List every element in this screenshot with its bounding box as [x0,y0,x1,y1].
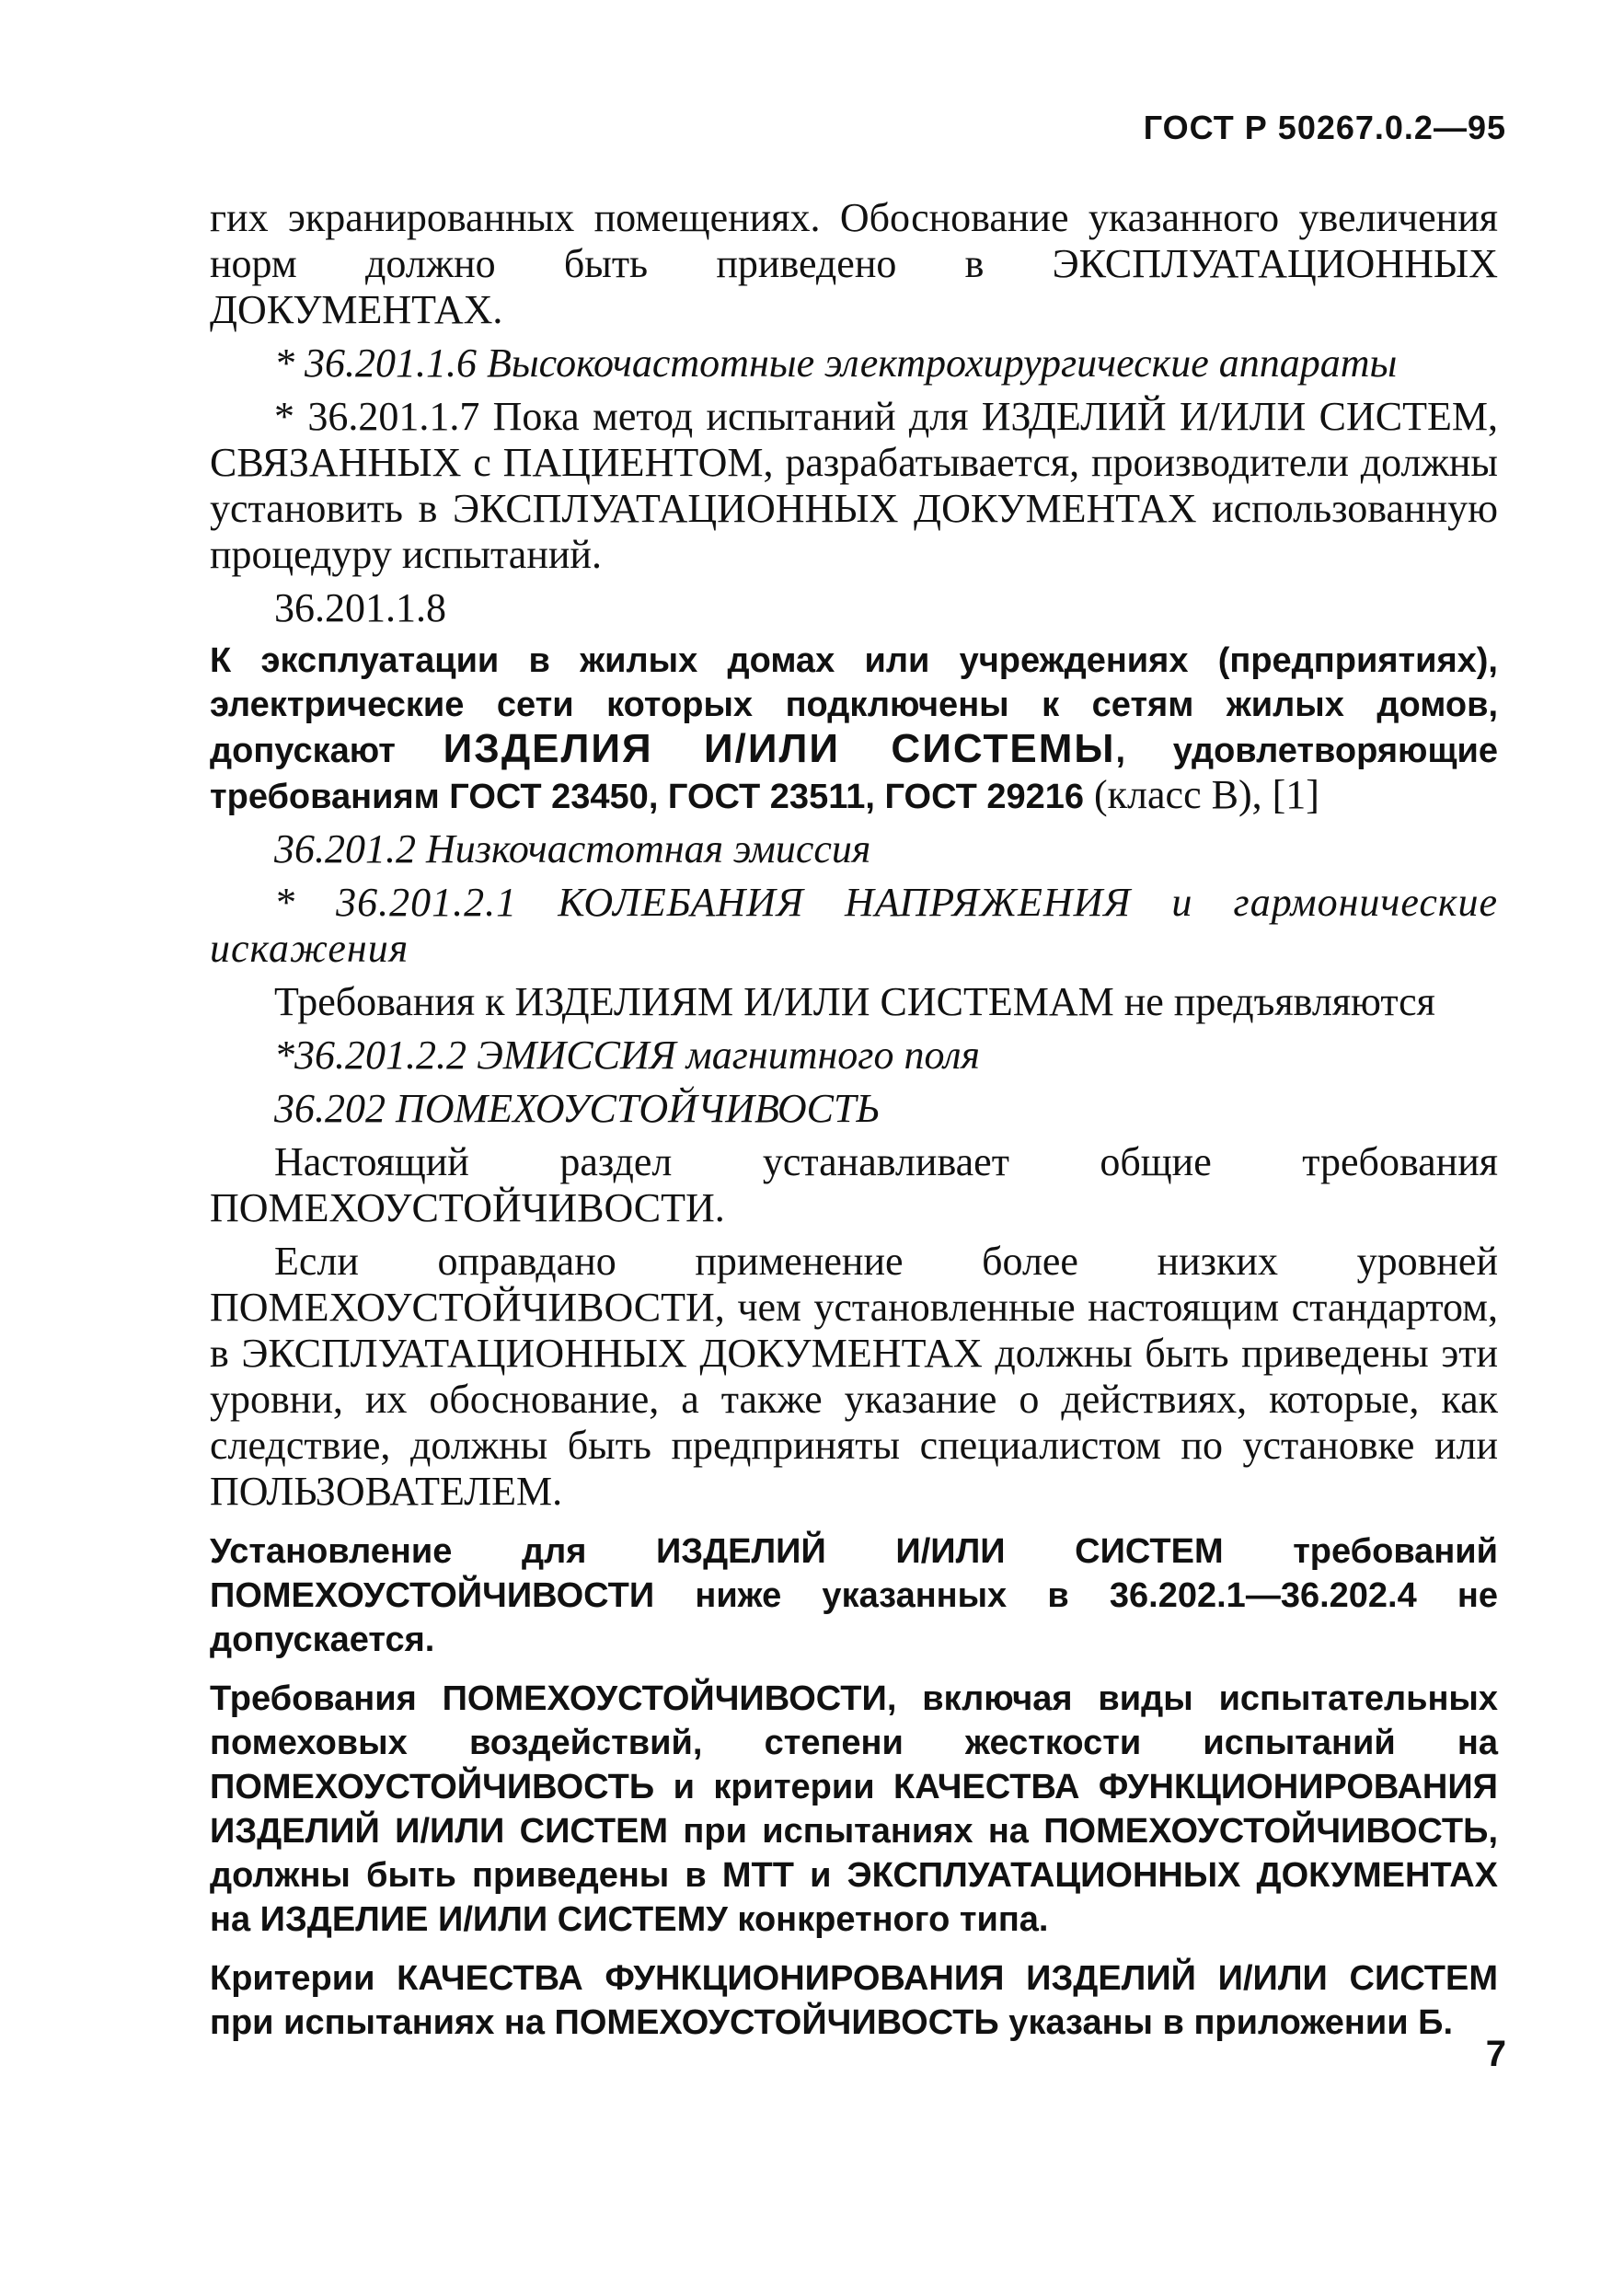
clause-36-201-1-7: * 36.201.1.7 Пока метод испытаний для ИЗДЕЛИЙ И/ИЛИ СИСТЕМ, СВЯЗАННЫХ с ПАЦИЕНТОМ, разрабатывается, производители должны установить в ЭКСПЛУАТАЦИОННЫХ ДОКУМЕНТАХ использованную процедуру испытаний. [210,394,1498,577]
page-body [210,195,1498,2045]
clause-36-201-2-1-text: Требования к ИЗДЕЛИЯМ И/ИЛИ СИСТЕМАМ не предъявляются [274,979,1435,1024]
clause-bold-requirement-2: Требования ПОМЕХОУСТОЙЧИВОСТИ, включая виды испытательных помеховых воздействий, степени жесткости испытаний на ПОМЕХОУСТОЙЧИВОСТЬ и критерии КАЧЕСТВА ФУНКЦИОНИРОВАНИЯ ИЗДЕЛИЙ И/ИЛИ СИСТЕМ при испытаниях на ПОМЕХОУСТОЙЧИВОСТЬ, должны быть приведены в МТТ и ЭКСПЛУАТАЦИОННЫХ ДОКУМЕНТАХ на ИЗДЕЛИЕ И/ИЛИ СИСТЕМУ конкретного типа. [210,1679,1498,1939]
clause-heading: 36.201.2 Низкочастотная эмиссия [274,826,871,871]
clause-36-202: 36.202 ПОМЕХОУСТОЙЧИВОСТЬ [274,1086,881,1131]
clause-36-201-2-1: * 36.201.2.1 КОЛЕБАНИЯ НАПРЯЖЕНИЯ и гармонические искажения [210,880,1498,971]
clause-bold-requirement-1: Установление для ИЗДЕЛИЙ И/ИЛИ СИСТЕМ требований ПОМЕХОУСТОЙЧИВОСТИ ниже указанных в 36.202.1—36.202.4 не допускается. [210,1532,1498,1659]
page-number: 7 [1485,2034,1506,2074]
clause-36-201-1-8-text [210,639,1498,819]
clause-text-part: , удовлетворяющие требованиям ГОСТ 23450, ГОСТ 23511, ГОСТ 29216 [210,732,1498,816]
clause-text-part: (класс В), [1] [1084,772,1319,817]
document-header: ГОСТ Р 50267.0.2—95 [1143,109,1506,146]
clause-text-emphasis: ИЗДЕЛИЯ И/ИЛИ СИСТЕМЫ [443,726,1116,771]
clause-36-201-1-6: * 36.201.1.6 Высокочастотные электрохирургические аппараты [274,340,1398,386]
clause-36-202-lower-levels: Если оправдано применение более низких уровней ПОМЕХОУСТОЙЧИВОСТИ, чем установленные настоящим стандартом, в ЭКСПЛУАТАЦИОННЫХ ДОКУМЕНТАХ должны быть приведены эти уровни, их обоснование, а также указание о действиях, которые, как следствие, должны быть предприняты специалистом по установке или ПОЛЬЗОВАТЕЛЕМ. [210,1239,1498,1514]
clause-36-201-2 [210,826,1498,872]
clause-bold-requirement-3: Критерии КАЧЕСТВА ФУНКЦИОНИРОВАНИЯ ИЗДЕЛИЙ И/ИЛИ СИСТЕМ при испытаниях на ПОМЕХОУСТОЙЧИВОСТЬ указаны в приложении Б. [210,1959,1498,2042]
paragraph-continuation: гих экранированных помещениях. Обоснование указанного увеличения норм должно быть приведено в ЭКСПЛУАТАЦИОННЫХ ДОКУМЕНТАХ. [210,195,1498,332]
clause-text-part: К эксплуатации в жилых домах или учреждениях (предприятиях), электрические сети которых подключены к сетям жилых домов, допускают [210,641,1498,770]
clause-36-201-1-8-number: 36.201.1.8 [274,585,446,630]
clause-36-202-intro: Настоящий раздел устанавливает общие требования ПОМЕХОУСТОЙЧИВОСТИ. [210,1139,1498,1230]
clause-36-201-2-2: *36.201.2.2 ЭМИССИЯ магнитного поля [274,1033,981,1078]
